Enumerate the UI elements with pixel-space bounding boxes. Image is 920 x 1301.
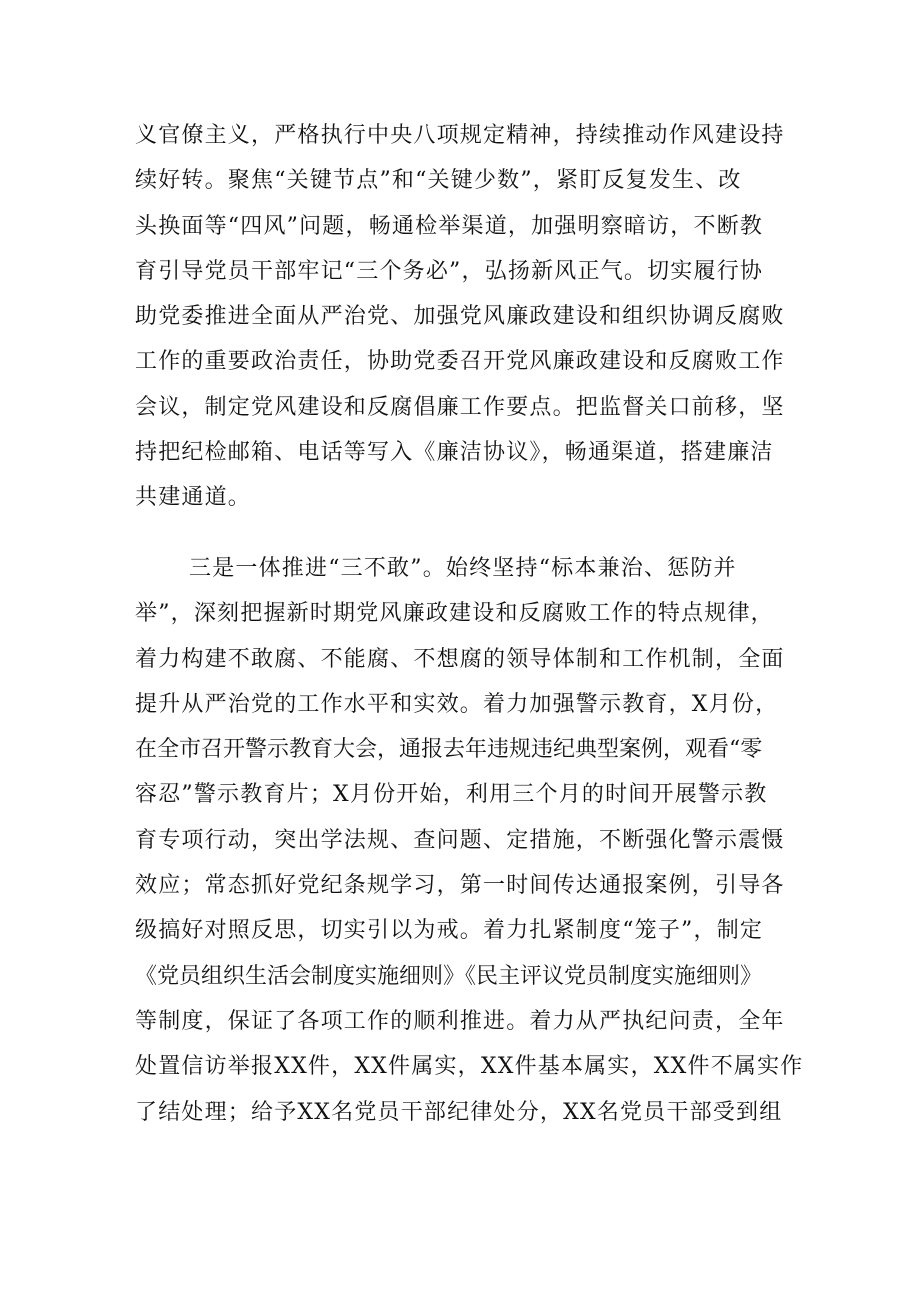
text-line: 着力构建不敢腐、不能腐、不想腐的领导体制和工作机制，全面 xyxy=(135,646,785,672)
text-line: 头换面等“四风”问题，畅通检举渠道，加强明察暗访，不断教 xyxy=(135,213,764,239)
text-line: 《党员组织生活会制度实施细则》《民主评议党员制度实施细则》 xyxy=(135,963,763,989)
text-line: 等制度，保证了各项工作的顺利推进。着力从严执纪问责，全年 xyxy=(135,1008,785,1034)
text-line: 共建通道。 xyxy=(135,485,252,511)
text-line: 在全市召开警示教育大会，通报去年违规违纪典型案例，观看“零 xyxy=(135,737,763,763)
text-line: 级搞好对照反思，切实引以为戒。着力扎紧制度“笼子”，制定 xyxy=(135,918,764,944)
text-line: 提升从严治党的工作水平和实效。着力加强警示教育，X月份， xyxy=(135,691,779,717)
text-line: 持把纪检邮箱、电话等写入《廉洁协议》，畅通渠道，搭建廉洁 xyxy=(135,440,774,466)
text-line: 效应；常态抓好党纪条规学习，第一时间传达通报案例，引导各 xyxy=(135,873,785,899)
text-line: 续好转。聚焦“关键节点”和“关键少数”，紧盯反复发生、改 xyxy=(135,168,742,194)
text-line: 三是一体推进“三不敢”。始终坚持“标本兼治、惩防并 xyxy=(189,556,737,581)
paragraph-2 xyxy=(135,546,804,1135)
text-line: 举”，深刻把握新时期党风廉政建设和反腐败工作的特点规律， xyxy=(135,601,774,627)
text-line: 工作的重要政治责任，协助党委召开党风廉政建设和反腐败工作 xyxy=(135,349,785,375)
text-line: 容忍”警示教育片；X月份开始，利用三个月的时间开展警示教 xyxy=(135,782,768,808)
text-line: 了结处理；给予XX名党员干部纪律处分，XX名党员干部受到组 xyxy=(135,1099,783,1125)
paragraph-1 xyxy=(135,113,795,521)
text-line: 会议，制定党风建设和反腐倡廉工作要点。把监督关口前移，坚 xyxy=(135,394,785,420)
text-line: 助党委推进全面从严治党、加强党风廉政建设和组织协调反腐败 xyxy=(135,304,785,330)
text-line: 育专项行动，突出学法规、查问题、定措施，不断强化警示震慑 xyxy=(135,827,785,853)
text-line: 育引导党员干部牢记“三个务必”，弘扬新风正气。切实履行协 xyxy=(135,258,764,284)
text-line: 义官僚主义，严格执行中央八项规定精神，持续推动作风建设持 xyxy=(135,123,785,148)
text-line: 处置信访举报XX件，XX件属实，XX件基本属实，XX件不属实作 xyxy=(135,1054,804,1080)
